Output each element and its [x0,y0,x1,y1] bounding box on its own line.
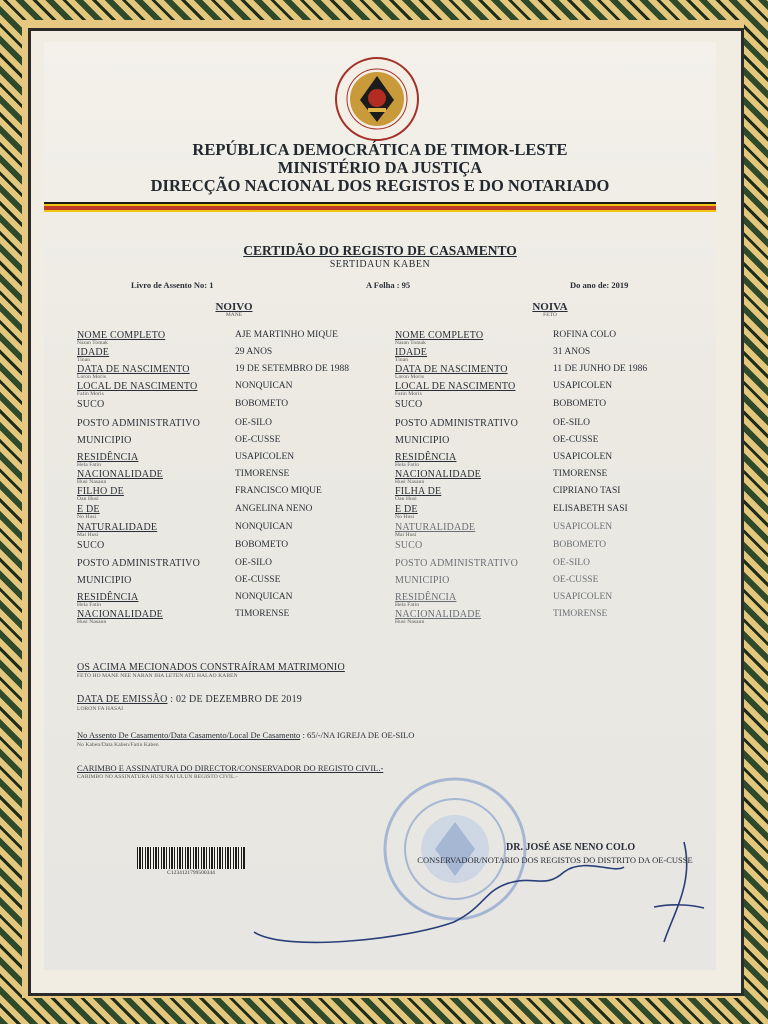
certificate-paper [44,42,716,970]
noiva-field-value: OE-SILO [553,418,590,428]
noivo-field-value: NONQUICAN [235,381,293,391]
noivo-field-value: FRANCISCO MIQUE [235,486,322,496]
noiva-field-value: TIMORENSE [553,609,608,619]
noiva-field-label: NACIONALIDADE [395,609,481,620]
noivo-field-label: POSTO ADMINISTRATIVO [77,558,200,569]
noivo-field-label: MUNICIPIO [77,435,132,446]
folha: A Folha : 95 [366,280,411,290]
noiva-field-value: 11 DE JUNHO DE 1986 [553,364,648,374]
noiva-field-value: ELISABETH SASI [553,504,628,514]
noiva-field-label: FILHA DE [395,486,442,497]
noivo-field-value: TIMORENSE [235,609,290,619]
noivo-field-value: 19 DE SETEMBRO DE 1988 [235,364,349,374]
noivo-field-sublabel: Husi Nasaun [77,479,107,485]
assento-value: 65/-/NA IGREJA DE OE-SILO [306,730,415,740]
noivo-field-sublabel: Husi Nasaun [77,619,107,625]
noivo-field-sublabel: Hela Fatin [77,602,102,608]
emissao-label: DATA DE EMISSÃO [77,694,168,705]
noiva-field-value: CIPRIANO TASI [553,486,621,496]
noivo-field-value: OE-CUSSE [235,575,281,585]
noiva-field-value: ROFINA COLO [553,330,617,340]
seal-emblem-icon [334,56,420,142]
noivo-field-label: NOME COMPLETO [77,330,166,341]
noivo-field-value: TIMORENSE [235,469,290,479]
noivo-field-label: POSTO ADMINISTRATIVO [77,418,200,429]
noiva-field-label: POSTO ADMINISTRATIVO [395,418,518,429]
noivo-field-value: BOBOMETO [235,399,289,409]
noiva-field-sublabel: Oan Husi [395,496,417,502]
noivo-field-sublabel: Naran Tomak [77,340,109,346]
noivo-field-value: OE-SILO [235,558,272,568]
noivo-field-sublabel: No Husi [77,514,97,520]
noivo-field-label: DATA DE NASCIMENTO [77,364,190,375]
emissao-row: DATA DE EMISSÃO : 02 DE DEZEMBRO DE 2019 [77,694,302,705]
noivo-field-label: LOCAL DE NASCIMENTO [77,381,198,392]
noivo-field-label: FILHO DE [77,486,124,497]
noiva-field-sublabel: Mai Husi [395,532,417,538]
noiva-field-value: OE-SILO [553,558,590,568]
noivo-field-value: 29 ANOS [235,347,273,357]
noivo-heading: NOIVO [215,301,253,313]
certificate-title: CERTIDÃO DO REGISTO DE CASAMENTO [243,243,517,258]
stripe-yellow-2 [44,210,716,212]
signatory-role: CONSERVADOR/NOTARIO DOS REGISTOS DO DISTRITO DA OE-CUSSE [417,855,693,865]
emissao-value: 02 DE DEZEMBRO DE 2019 [175,694,302,705]
noiva-field-sublabel: Fatin Moris [395,391,422,397]
noiva-field-value: USAPICOLEN [553,452,613,462]
noiva-field-label: LOCAL DE NASCIMENTO [395,381,516,392]
noivo-field-label: NATURALIDADE [77,522,158,533]
noiva-field-label: SUCO [395,399,423,410]
livro-assento: Livro de Assento No: 1 [131,280,214,290]
noiva-field-label: IDADE [395,347,428,358]
noivo-field-label: RESIDÊNCIA [77,592,139,603]
noivo-field-value: BOBOMETO [235,540,289,550]
noivo-field-label: RESIDÊNCIA [77,452,139,463]
noiva-field-sublabel: Hela Fatin [395,602,420,608]
noivo-field-value: NONQUICAN [235,592,293,602]
header-line-1: REPÚBLICA DEMOCRÁTICA DE TIMOR-LESTE [192,140,568,159]
noiva-field-value: 31 ANOS [553,347,591,357]
noiva-field-label: E DE [395,504,418,515]
signature-scribble-icon [244,812,714,952]
signature [244,812,714,952]
noiva-field-value: OE-CUSSE [553,435,599,445]
noiva-field-label: MUNICIPIO [395,575,450,586]
noiva-field-label: MUNICIPIO [395,435,450,446]
noiva-field-sublabel: Tinan [395,357,409,363]
noivo-field-label: IDADE [77,347,110,358]
noiva-field-sublabel: No Husi [395,514,415,520]
noiva-field-label: NACIONALIDADE [395,469,481,480]
noiva-field-label: DATA DE NASCIMENTO [395,364,508,375]
noivo-field-sublabel: Fatin Moris [77,391,104,397]
statement-sub: FETO HO MANE NEE NARAN IHA LETEN ATU HALAO KABEN [77,673,238,679]
noivo-field-sublabel: Loron Moris [77,374,107,380]
noivo-field-label: MUNICIPIO [77,575,132,586]
noiva-field-value: BOBOMETO [553,540,607,550]
noiva-field-label: SUCO [395,540,423,551]
noivo-subheading: MANE [225,312,243,318]
noivo-field-label: E DE [77,504,100,515]
noivo-field-value: ANGELINA NENO [235,504,313,514]
noivo-field-label: SUCO [77,540,105,551]
noiva-field-value: USAPICOLEN [553,381,613,391]
noivo-field-label: NACIONALIDADE [77,609,163,620]
emissao-sub: LORON FA HASAI [77,706,124,712]
noiva-field-sublabel: Husi Nasaun [395,479,425,485]
noivo-field-sublabel: Hela Fatin [77,462,102,468]
noiva-field-sublabel: Husi Nasaun [395,619,425,625]
noivo-field-sublabel: Oan Husi [77,496,99,502]
noiva-field-label: NOME COMPLETO [395,330,484,341]
noiva-field-label: POSTO ADMINISTRATIVO [395,558,518,569]
certificate-subtitle: SERTIDAUN KABEN [329,259,431,270]
header-line-2: MINISTÉRIO DA JUSTIÇA [277,158,483,177]
noiva-subheading: FETO [543,312,557,318]
noiva-field-label: RESIDÊNCIA [395,592,457,603]
noivo-field-label: SUCO [77,399,105,410]
noivo-field-sublabel: Tinan [77,357,91,363]
noiva-field-sublabel: Loron Moris [395,374,425,380]
statement-text: OS ACIMA MECIONADOS CONSTRAÍRAM MATRIMONIO [77,662,345,673]
noivo-field-sublabel: Mai Husi [77,532,99,538]
carimbo-label: CARIMBO E ASSINATURA DO DIRECTOR/CONSERVADOR DO REGISTO CIVIL.- [77,763,384,773]
ano: Do ano de: 2019 [570,280,629,290]
noiva-field-label: NATURALIDADE [395,522,476,533]
assento-label: No Assento De Casamento/Data Casamento/Local De Casamento [77,730,301,740]
noivo-field-value: NONQUICAN [235,522,293,532]
noiva-field-value: OE-CUSSE [553,575,599,585]
noivo-field-value: AJE MARTINHO MIQUE [235,330,338,340]
noiva-field-value: TIMORENSE [553,469,608,479]
carimbo-sub: CARIMBO NO ASSINATURA HUSI NAI ULUN REGISTO CIVIL.- [77,774,238,780]
noivo-field-value: OE-SILO [235,418,272,428]
noivo-field-value: USAPICOLEN [235,452,295,462]
noiva-field-sublabel: Naran Tomak [395,340,427,346]
noiva-field-value: USAPICOLEN [553,592,613,602]
noiva-field-label: RESIDÊNCIA [395,452,457,463]
noivo-field-label: NACIONALIDADE [77,469,163,480]
assento-row: No Assento De Casamento/Data Casamento/Local De Casamento : 65/-/NA IGREJA DE OE-SILO [77,730,415,740]
national-seal [334,56,420,142]
signatory-name: DR. JOSÉ ASE NENO COLO [506,842,636,853]
noivo-field-value: OE-CUSSE [235,435,281,445]
barcode-number: C1234121799500344 [167,870,215,876]
noiva-field-sublabel: Hela Fatin [395,462,420,468]
barcode [137,847,245,869]
noiva-heading: NOIVA [532,301,568,313]
assento-sub: No Kaben/Data Kaben/Fatin Kaben [77,742,159,748]
header-line-3: DIRECÇÃO NACIONAL DOS REGISTOS E DO NOTARIADO [150,176,610,195]
noiva-field-value: USAPICOLEN [553,522,613,532]
noiva-field-value: BOBOMETO [553,399,607,409]
